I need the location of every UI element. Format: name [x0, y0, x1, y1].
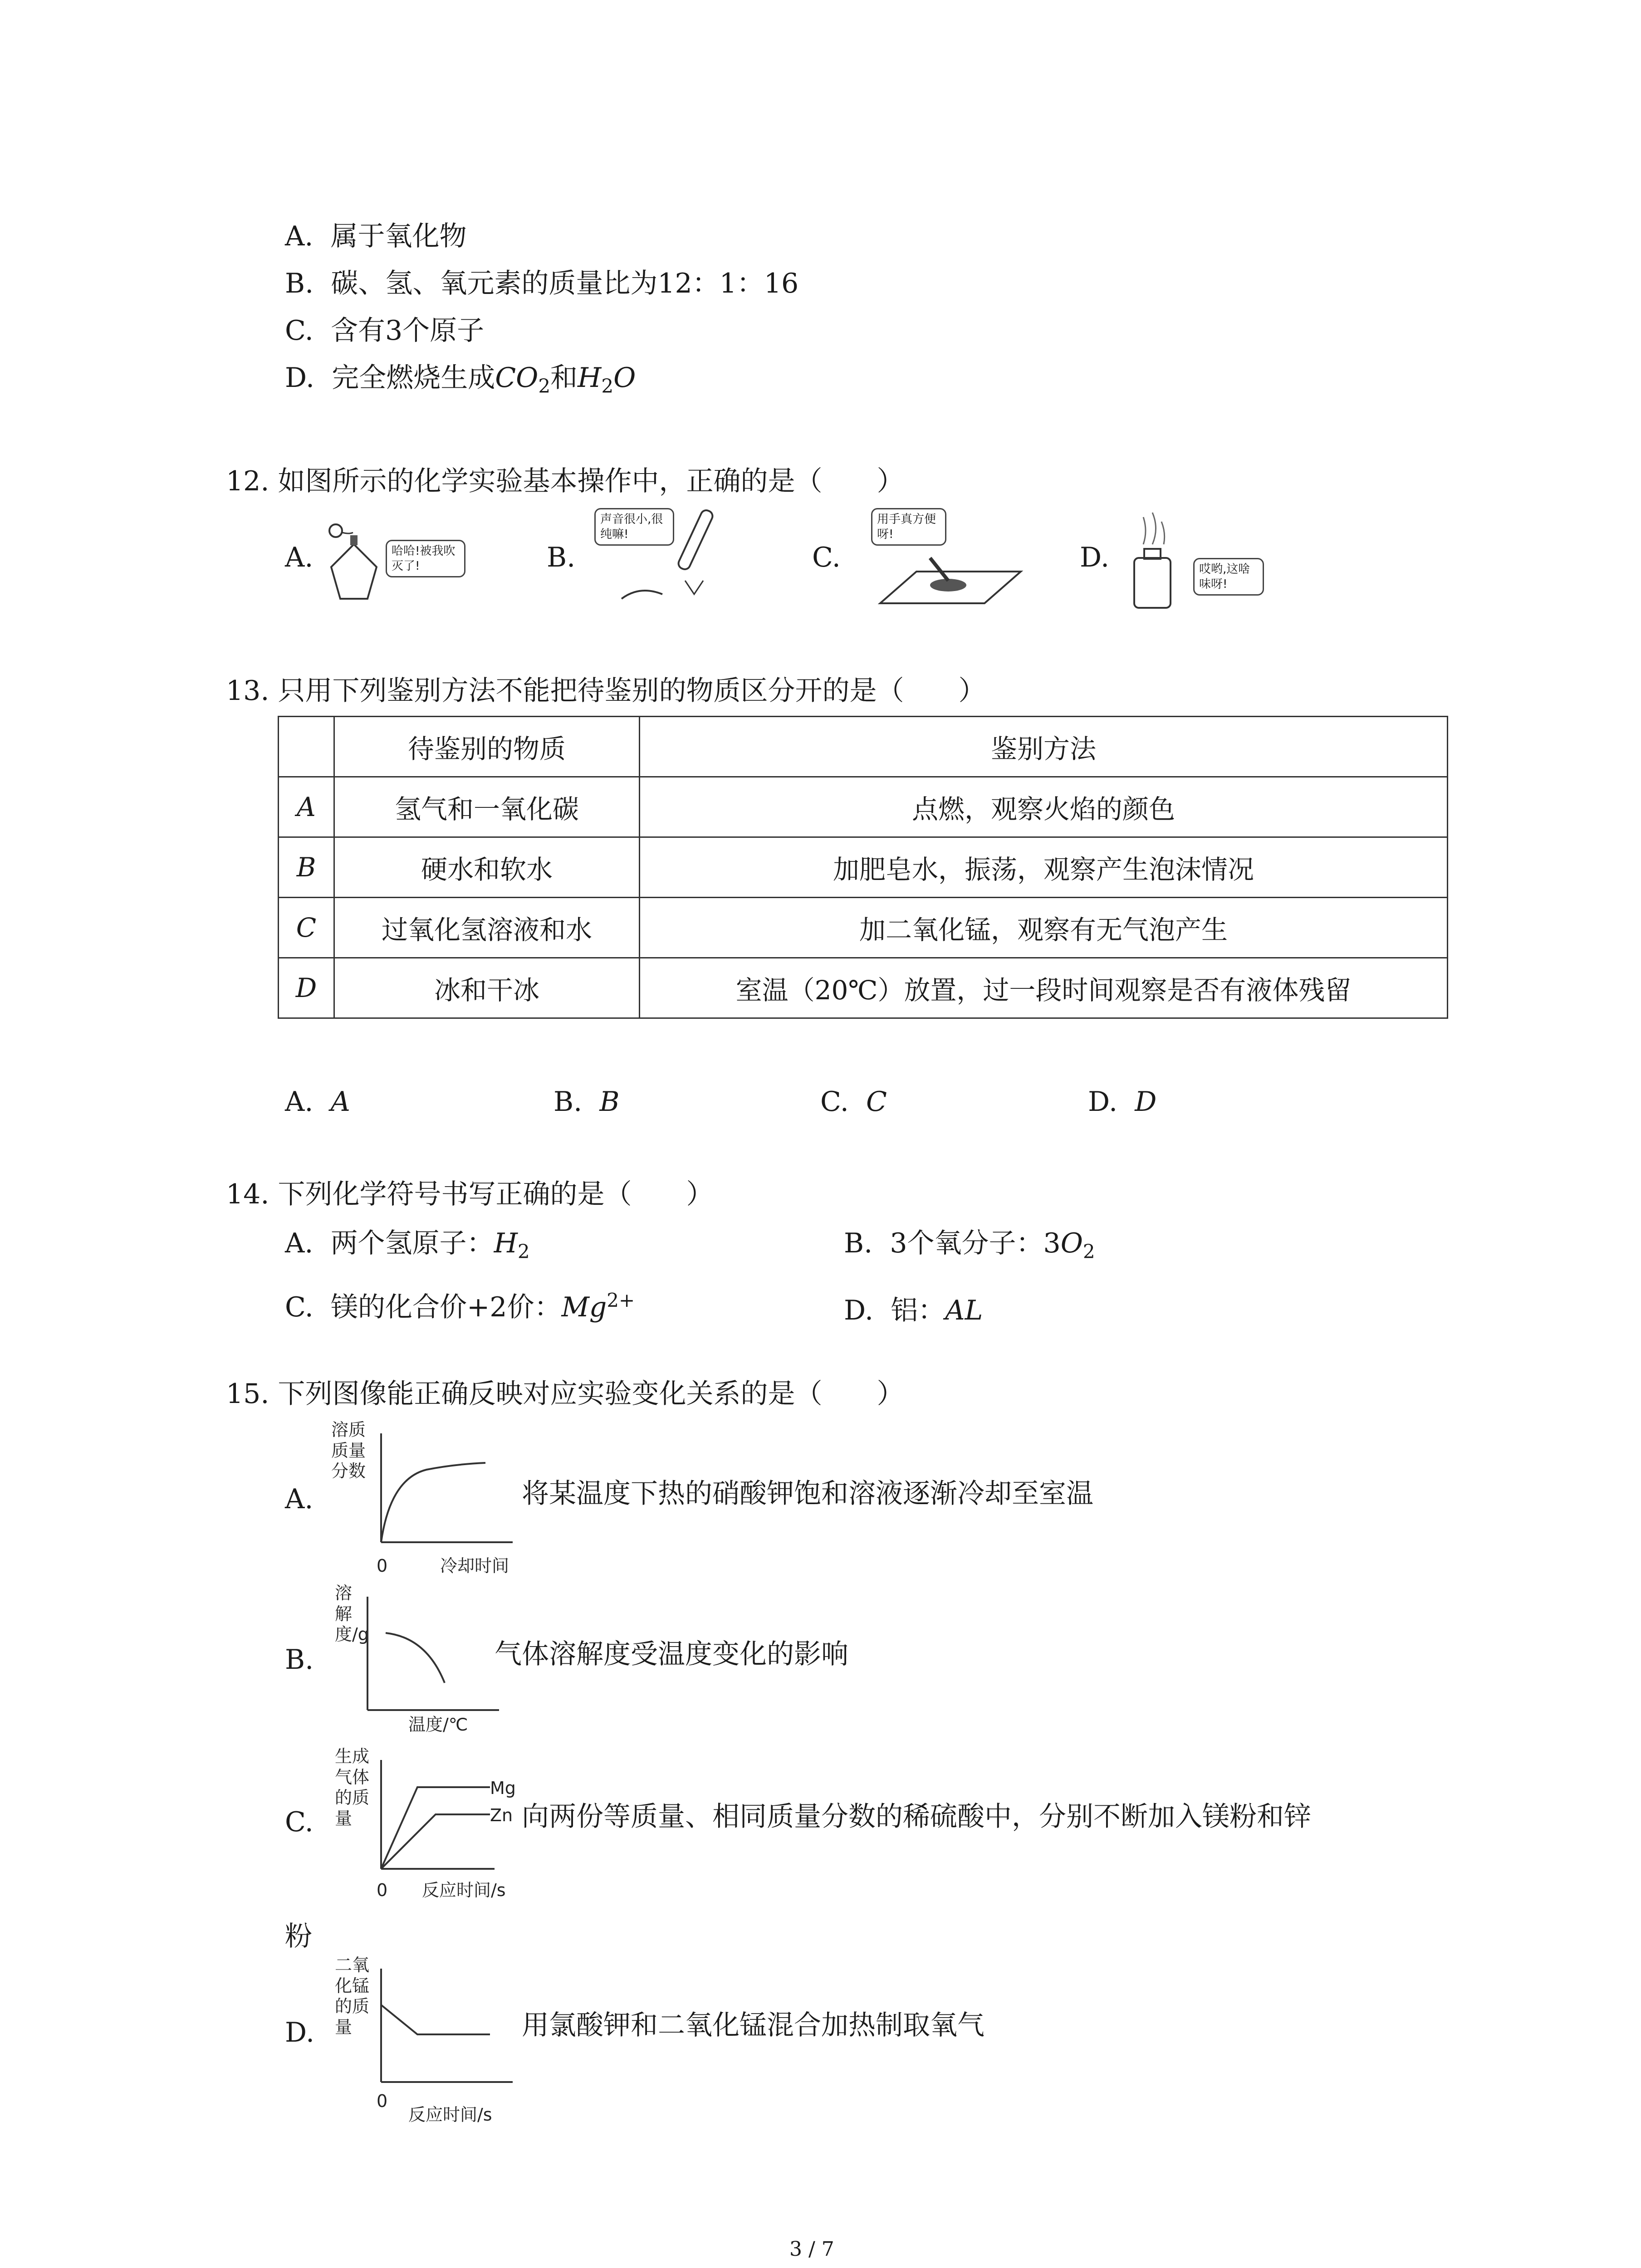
q15-d-origin: 0: [377, 2091, 388, 2111]
table-cell: 加二氧化锰，观察有无气泡产生: [640, 898, 1448, 958]
table-header: 待鉴别的物质: [334, 717, 640, 777]
q13-option-c: C. C: [820, 1086, 887, 1118]
table-cell: B: [279, 837, 334, 898]
table-header-row: [279, 717, 1448, 777]
q15-option-b-letter: B.: [285, 1644, 314, 1676]
q15-option-c-letter: C.: [285, 1806, 314, 1838]
q15-a-ylabel: 溶质质量分数: [331, 1420, 366, 1481]
q15-option-d-letter: D.: [285, 2017, 315, 2048]
table-cell: 加肥皂水，振荡，观察产生泡沫情况: [640, 837, 1448, 898]
q15-option-c-desc: 向两份等质量、相同质量分数的稀硫酸中，分别不断加入镁粉和锌: [522, 1801, 1311, 1833]
q14-option-c: C. 镁的化合价+2价：$Mg^{2+}$: [285, 1289, 635, 1323]
table-row: [279, 777, 1448, 837]
q12-figure-c: [853, 508, 1025, 612]
q15-option-b-desc: 气体溶解度受温度变化的影响: [495, 1638, 848, 1670]
q15-c-series-zn: Zn: [490, 1805, 513, 1825]
q15-b-graph: [358, 1592, 504, 1719]
q15-option-d-desc: 用氯酸钾和二氧化锰混合加热制取氧气: [522, 2009, 985, 2041]
q15-d-graph: [372, 1964, 517, 2091]
table-row: [279, 898, 1448, 958]
q15-stem: 15. 下列图像能正确反映对应实验变化关系的是（ ）: [226, 1378, 904, 1410]
table-header: 鉴别方法: [640, 717, 1448, 777]
table-cell: C: [279, 898, 334, 958]
q15-b-xlabel: 温度/℃: [408, 1715, 468, 1735]
table-cell: 点燃，观察火焰的颜色: [640, 777, 1448, 837]
q15-d-ylabel: 二氧化锰的质量: [335, 1955, 370, 2037]
table-cell: 室温（20℃）放置，过一段时间观察是否有液体残留: [640, 958, 1448, 1018]
q15-c-xlabel: 反应时间/s: [422, 1880, 506, 1900]
q12-option-b-letter: B.: [547, 542, 576, 573]
q15-option-a-desc: 将某温度下热的硝酸钾饱和溶液逐渐冷却至室温: [522, 1478, 1093, 1510]
table-cell: 氢气和一氧化碳: [334, 777, 640, 837]
q11-option-d: D. 完全燃烧生成$CO_2$和$H_2O$: [285, 362, 636, 397]
q15-option-c-desc-wrap: 粉: [285, 1921, 312, 1952]
q15-a-xlabel: 冷却时间: [440, 1556, 509, 1576]
q11-option-c: C. 含有3个原子: [285, 315, 485, 347]
page-number: 3 / 7: [789, 2238, 834, 2261]
speech-bubble: 声音很小,很纯嘛!: [594, 508, 674, 546]
table-cell: 冰和干冰: [334, 958, 640, 1018]
q13-option-d: D. D: [1088, 1086, 1157, 1118]
table-row: [279, 958, 1448, 1018]
table-cell: A: [279, 777, 334, 837]
q12-figure-a: [318, 513, 481, 608]
speech-bubble: 哎哟,这啥味呀!: [1193, 558, 1264, 596]
q12-figure-d: [1125, 508, 1298, 612]
q13-option-a: A. A: [285, 1086, 350, 1118]
q14-option-b: B. 3个氧分子：$3O_2$: [844, 1227, 1095, 1263]
q12-figure-b: [594, 503, 758, 612]
q11-option-a: A. 属于氧化物: [285, 220, 467, 252]
table-cell: D: [279, 958, 334, 1018]
table-row: [279, 837, 1448, 898]
speech-bubble: 哈哈!被我吹灭了!: [386, 540, 465, 577]
table-header: [279, 717, 334, 777]
q15-c-ylabel: 生成气体的质量: [335, 1746, 370, 1828]
q15-d-xlabel: 反应时间/s: [408, 2105, 492, 2125]
q15-a-graph: [372, 1429, 517, 1556]
q15-c-series-mg: Mg: [490, 1778, 516, 1798]
q15-c-graph: [372, 1755, 499, 1878]
q14-stem: 14. 下列化学符号书写正确的是（ ）: [226, 1178, 714, 1210]
q13-stem: 13. 只用下列鉴别方法不能把待鉴别的物质区分开的是（ ）: [226, 675, 986, 707]
q15-option-a-letter: A.: [285, 1483, 314, 1515]
q12-option-c-letter: C.: [812, 542, 841, 573]
q12-stem: 12. 如图所示的化学实验基本操作中，正确的是（ ）: [226, 465, 904, 497]
q12-option-a-letter: A.: [285, 542, 314, 573]
q13-table: [278, 716, 1448, 1019]
table-cell: 过氧化氢溶液和水: [334, 898, 640, 958]
speech-bubble: 用手真方便呀!: [871, 508, 946, 546]
q11-option-b: B. 碳、氢、氧元素的质量比为12：1：16: [285, 268, 799, 299]
q15-b-ylabel: 溶解度/g: [335, 1583, 369, 1645]
q12-option-d-letter: D.: [1080, 542, 1110, 573]
q13-option-b: B. B: [554, 1086, 620, 1118]
table-cell: 硬水和软水: [334, 837, 640, 898]
q14-option-d: D. 铝：AL: [844, 1295, 983, 1326]
q15-c-origin: 0: [377, 1880, 388, 1900]
q14-option-a: A. 两个氢原子：$H_2$: [285, 1227, 530, 1263]
q15-a-origin: 0: [377, 1556, 388, 1576]
